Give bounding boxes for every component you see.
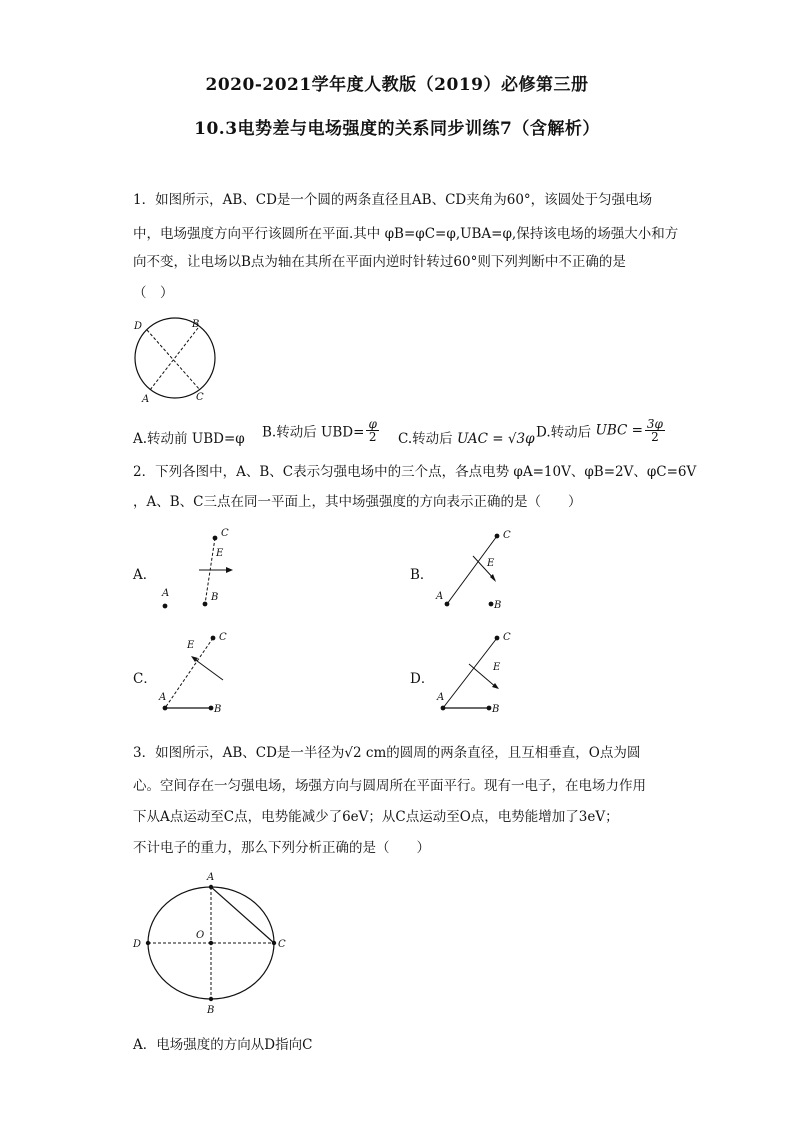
- q3-line-1: 3．如图所示，AB、CD是一半径为√2 cm的圆周的两条直径，且互相垂直，O点为圆: [133, 745, 641, 761]
- q3-line-2: 心。空间存在一匀强电场，场强方向与圆周所在平面平行。现有一电子，在电场力作用: [133, 778, 646, 794]
- q2c-label-e: E: [187, 640, 195, 651]
- q2-option-c-label: C．: [133, 671, 157, 687]
- q1-option-b-prefix: B.转动后 UBD=: [262, 424, 365, 441]
- q2-figure-a: [155, 524, 245, 614]
- q3-line-4: 不计电子的重力，那么下列分析正确的是（ ）: [133, 840, 430, 856]
- q2a-label-b: B: [211, 592, 219, 603]
- q2a-label-a: A: [162, 588, 170, 599]
- q1-option-b-frac: $\frac{\varphi}{2}$: [368, 417, 377, 444]
- q2-figure-d: [433, 626, 523, 718]
- q3-label-a: A: [207, 872, 215, 883]
- q1-line-4: （ ）: [133, 285, 174, 301]
- q1-option-d-frac: $\frac{3\varphi}{2}$: [646, 417, 663, 444]
- q2-option-d-label: D．: [410, 671, 435, 687]
- q2a-label-e: E: [216, 548, 224, 559]
- q1-option-c-expr: UAC = √3φ: [456, 431, 535, 447]
- q3-circle-figure: [128, 866, 298, 1016]
- q3-option-a: A．电场强度的方向从D指向C: [133, 1037, 313, 1053]
- q1-option-d-expr: UBC =: [595, 422, 643, 439]
- q2-line-2: ，A、B、C三点在同一平面上，其中场强强度的方向表示正确的是（ ）: [133, 494, 582, 510]
- q1-option-a: A.转动前 UBD=φ: [133, 431, 245, 447]
- q1-option-c: [398, 427, 535, 447]
- q1-label-b: B: [192, 319, 200, 330]
- q2b-label-a: A: [436, 591, 444, 602]
- q2-option-b-label: B．: [410, 567, 434, 583]
- q3-label-c: C: [278, 939, 286, 950]
- q2a-label-c: C: [221, 528, 229, 539]
- page-title: 2020-2021学年度人教版（2019）必修第三册: [205, 75, 589, 95]
- q2-option-a-label: A．: [133, 567, 157, 583]
- q2b-label-e: E: [487, 558, 495, 569]
- q1-circle-figure: [128, 314, 218, 404]
- q2c-label-a: A: [159, 692, 167, 703]
- q1-option-d-prefix: D.转动后: [536, 424, 592, 441]
- q3-label-b: B: [207, 1005, 215, 1016]
- q2-figure-b: [433, 524, 523, 614]
- q2b-label-b: B: [494, 600, 502, 611]
- q2-line-1: 2．下列各图中，A、B、C表示匀强电场中的三个点，各点电势 φA=10V、φB=2V、φC=6V: [133, 464, 697, 480]
- q2-figure-c: [155, 626, 245, 718]
- q2d-label-a: A: [437, 692, 445, 703]
- q2c-label-b: B: [214, 704, 222, 715]
- q1-label-c: C: [196, 392, 204, 403]
- q2d-label-b: B: [492, 704, 500, 715]
- q1-option-d: [536, 418, 667, 443]
- q3-label-d: D: [133, 939, 142, 950]
- q1-line-3: 向不变，让电场以B点为轴在其所在平面内逆时针转过60°则下列判断中不正确的是: [133, 254, 626, 270]
- q1-line-1: 1．如图所示，AB、CD是一个圆的两条直径且AB、CD夹角为60°，该圆处于匀强电场: [133, 192, 653, 208]
- q2b-label-c: C: [503, 530, 511, 541]
- q1-label-a: A: [142, 394, 150, 404]
- q2c-label-c: C: [219, 632, 227, 643]
- q2d-label-e: E: [493, 662, 501, 673]
- q3-label-o: O: [196, 930, 205, 941]
- q3-line-3: 下从A点运动至C点，电势能减少了6eV；从C点运动至O点，电势能增加了3eV；: [133, 809, 619, 825]
- page-subtitle: 10.3电势差与电场强度的关系同步训练7（含解析）: [194, 119, 600, 139]
- q2d-label-c: C: [503, 632, 511, 643]
- q1-option-b: [262, 418, 381, 443]
- q1-line-2: 中，电场强度方向平行该圆所在平面.其中 φB=φC=φ,UBA=φ,保持该电场的场强大小和方: [133, 226, 679, 242]
- q1-label-d: D: [134, 321, 143, 332]
- q1-option-c-prefix: C.转动后: [398, 431, 453, 447]
